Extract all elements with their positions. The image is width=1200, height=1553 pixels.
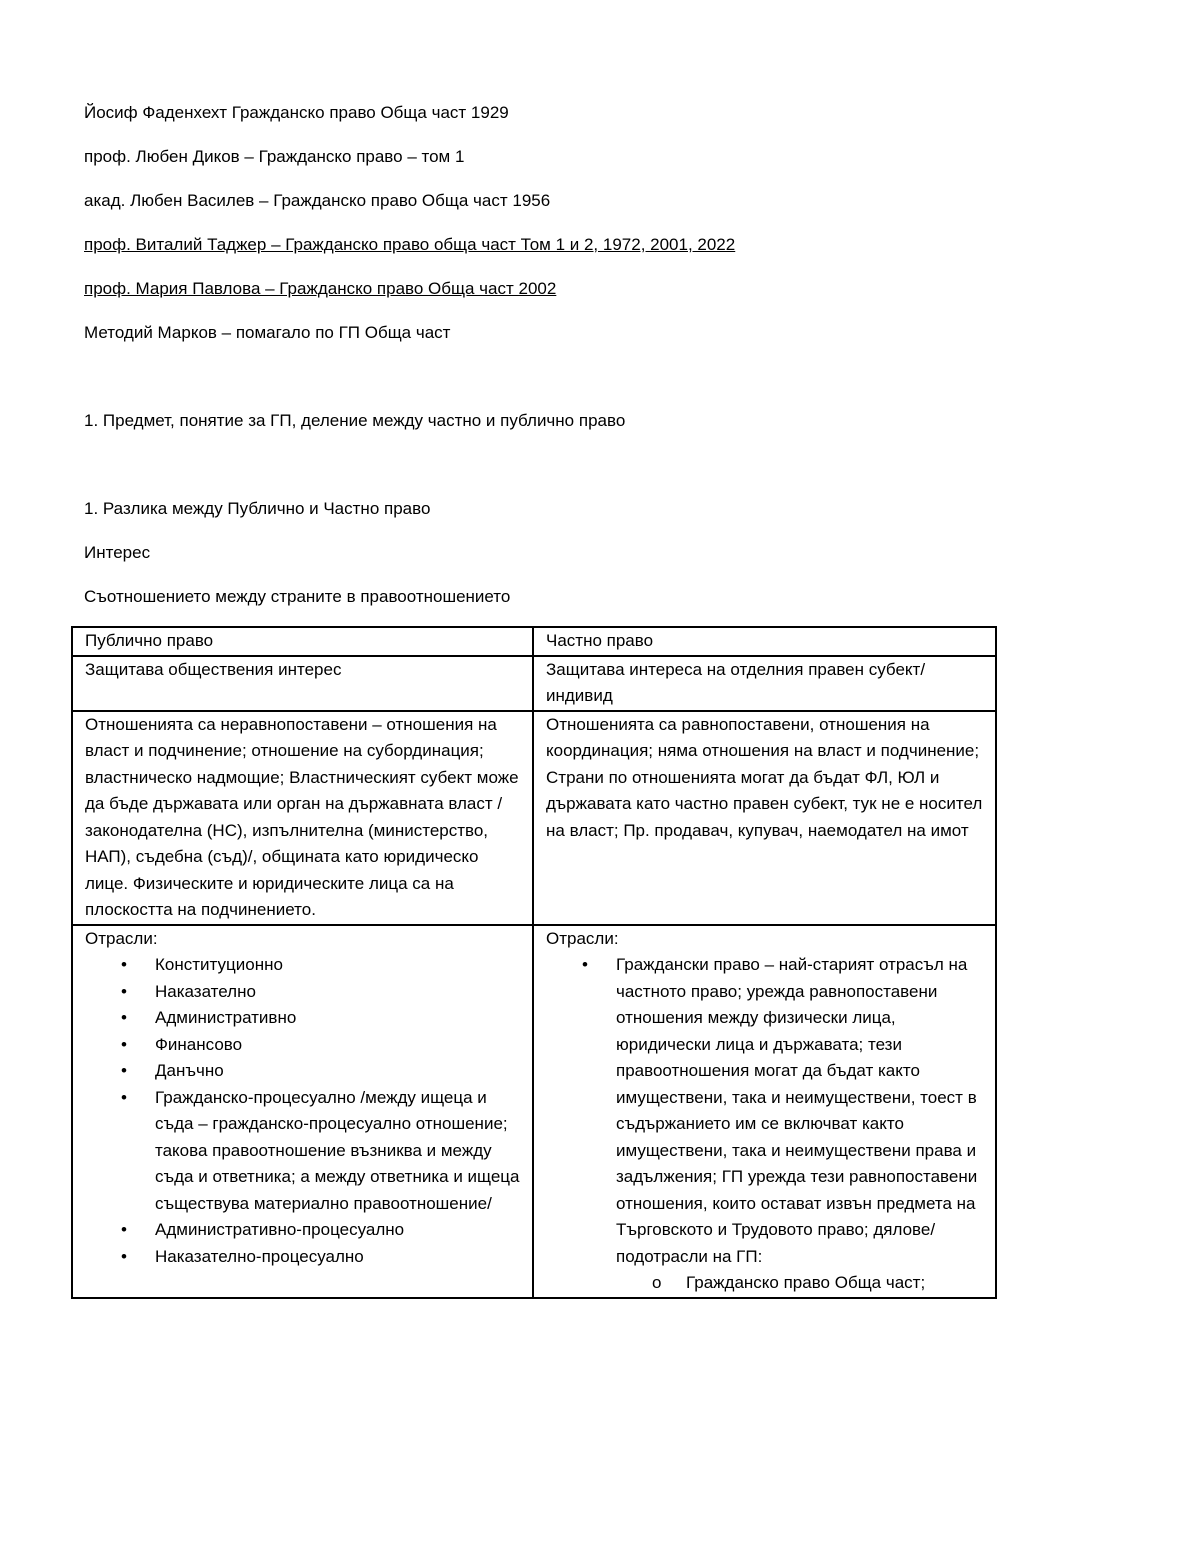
list-item: • Наказателно-процесуално [85,1244,522,1271]
bullet-icon: • [121,1061,127,1080]
public-branches-label: Отрасли: [85,928,158,948]
bullet-icon: • [121,1220,127,1239]
bullet-icon: • [121,955,127,974]
list-item: • Граждански право – най-старият отрасъл на частното право; урежда равнопоставени отношения между физически лица, юридически лица и държавата; тези правоотношения могат да бъдат както имуществени, така и неимуществени, тоест в съдържанието им се включват както имуществени, така и неимуществени права и задължения; ГП урежда тези равнопоставени отношения, които остават извън предмета на Търговското и Трудовото право; дялове/подотрасли на ГП: [546,952,985,1270]
private-sub-list [546,1270,985,1297]
document-page [84,100,1124,610]
bullet-icon: • [121,981,127,1001]
subsection-title: 1. Разлика между Публично и Частно право [84,498,431,518]
bullet-icon: • [121,1246,127,1266]
private-branches-label: Отрасли: [546,928,619,948]
table-row-relations [72,711,996,925]
circle-bullet-icon: o [652,1273,662,1292]
list-item: • Финансово [85,1032,522,1059]
private-branches-cell [533,925,996,1298]
list-item: • Наказателно [85,979,522,1006]
list-item: • Конституционно [85,952,522,979]
public-branches-cell [72,925,533,1298]
bullet-icon: • [582,955,588,974]
list-item: • Административно [85,1005,522,1032]
reference-tadzher: проф. Виталий Таджер – Гражданско право обща част Том 1 и 2, 1972, 2001, 2022 [84,235,736,254]
public-relations-cell: Отношенията са неравнопоставени – отношения на власт и подчинение; отношение на субординация; властническо надмощие; Властническият субект може да бъде държавата или орган на държавната власт /законодателна (НС), изпълнителна (министерство, НАП), съдебна (съд)/, общината като юридическо лице. Физическите и юридическите лица са на плоскостта на подчинението. [72,711,533,925]
header-public-law: Публично право [72,627,533,656]
section-title: 1. Предмет, понятие за ГП, деление между частно и публично право [84,411,626,430]
reference-pavlova: проф. Мария Павлова – Гражданско право Обща част 2002 [84,279,557,298]
bullet-icon: • [121,1034,127,1054]
header-private-law: Частно право [533,627,996,656]
table-row-interest [72,656,996,711]
list-item: • Данъчно [85,1058,522,1085]
reference-dikov: проф. Любен Диков – Гражданско право – том 1 [84,147,465,166]
list-item: o Гражданско право Обща част; [546,1270,985,1297]
reference-fadenheht: Йосиф Фаденхехт Гражданско право Обща част 1929 [84,103,509,122]
table-header-row [72,627,996,656]
public-interest-cell: Защитава обществения интерес [72,656,533,711]
reference-vasilev: акад. Любен Василев – Гражданско право Обща част 1956 [84,191,551,210]
table-row-branches [72,925,996,1298]
private-branches-list [546,952,985,1270]
criterion-relations: Съотношението между страните в правоотношението [84,586,511,606]
comparison-table [71,626,997,1299]
private-relations-cell: Отношенията са равнопоставени, отношения на координация; няма отношения на власт и подчинение; Страни по отношенията могат да бъдат ФЛ, ЮЛ и държавата като частно правен субект, тук не е носител на власт; Пр. продавач, купувач, наемодател на имот [533,711,996,925]
public-branches-list [85,952,522,1270]
list-item: • Административно-процесуално [85,1217,522,1244]
bullet-icon: • [121,1008,127,1027]
bullet-icon: • [121,1087,127,1107]
private-interest-cell: Защитава интереса на отделния правен субект/индивид [533,656,996,711]
list-item: • Гражданско-процесуално /между ищеца и съда – гражданско-процесуално отношение; такова правоотношение възниква и между съда и ответника; а между ответника и ищеца съществува материално правоотношение/ [85,1085,522,1218]
criterion-interest: Интерес [84,542,151,562]
reference-markov: Методий Марков – помагало по ГП Обща част [84,323,451,342]
